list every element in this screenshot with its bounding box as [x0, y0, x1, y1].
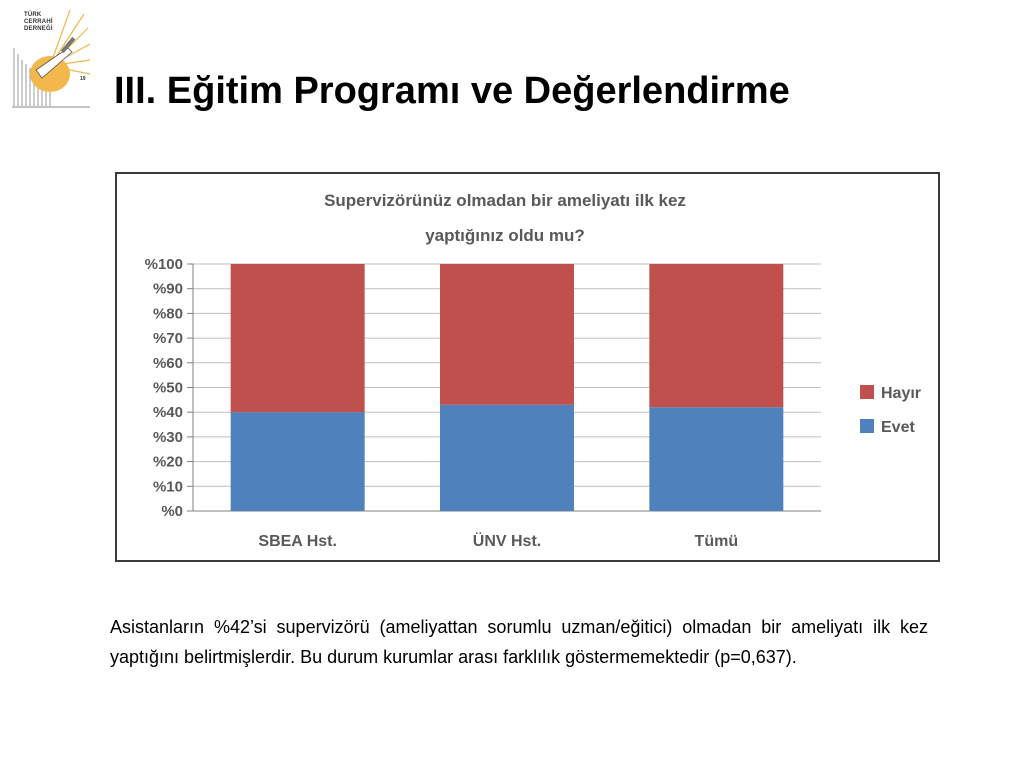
logo-year: 19: [80, 76, 86, 82]
legend-swatch: [860, 419, 874, 433]
y-tick-label: %60: [152, 354, 183, 372]
x-tick-label: SBEA Hst.: [258, 533, 337, 550]
y-tick-label: %80: [152, 305, 183, 323]
y-tick-label: %40: [152, 404, 183, 422]
y-tick-label: %70: [152, 330, 183, 348]
bar-hayr-0: [231, 264, 365, 412]
bar-hayr-2: [649, 264, 783, 407]
x-tick-label: ÜNV Hst.: [472, 533, 542, 550]
legend-label: Evet: [881, 419, 915, 436]
x-tick-label: Tümü: [694, 533, 739, 550]
society-logo: [10, 8, 92, 112]
legend-swatch: [860, 385, 874, 399]
caption-text: Asistanların %42’si supervizörü (ameliyattan sorumlu uzman/eğitici) olmadan bir ameliyatı ilk kez yaptığını belirtmişlerdir. Bu durum kurumlar arası farklılık göstermemektedir (p=0,637).: [110, 617, 928, 667]
y-tick-label: %50: [152, 379, 183, 397]
chart-frame: [115, 172, 940, 562]
y-tick-label: %30: [152, 428, 183, 446]
bar-evet-2: [649, 407, 783, 511]
y-tick-label: %10: [152, 478, 183, 496]
bar-evet-0: [231, 412, 365, 511]
y-tick-label: %90: [152, 280, 183, 298]
page-title: III. Eğitim Programı ve Değerlendirme: [114, 70, 790, 112]
y-tick-label: %100: [144, 256, 183, 273]
legend-label: Hayır: [881, 385, 922, 402]
chart-title-line: Supervizörünüz olmadan bir ameliyatı ilk kez: [324, 191, 686, 210]
logo-text: TÜRK CERRAHİ DERNEĞİ: [24, 12, 53, 32]
bar-hayr-1: [440, 264, 574, 405]
y-tick-label: %20: [152, 453, 183, 471]
bar-evet-1: [440, 405, 574, 511]
chart-title-line: yaptığınız oldu mu?: [425, 226, 585, 245]
stacked-bar-chart: [117, 174, 938, 560]
y-tick-label: %0: [161, 503, 183, 520]
